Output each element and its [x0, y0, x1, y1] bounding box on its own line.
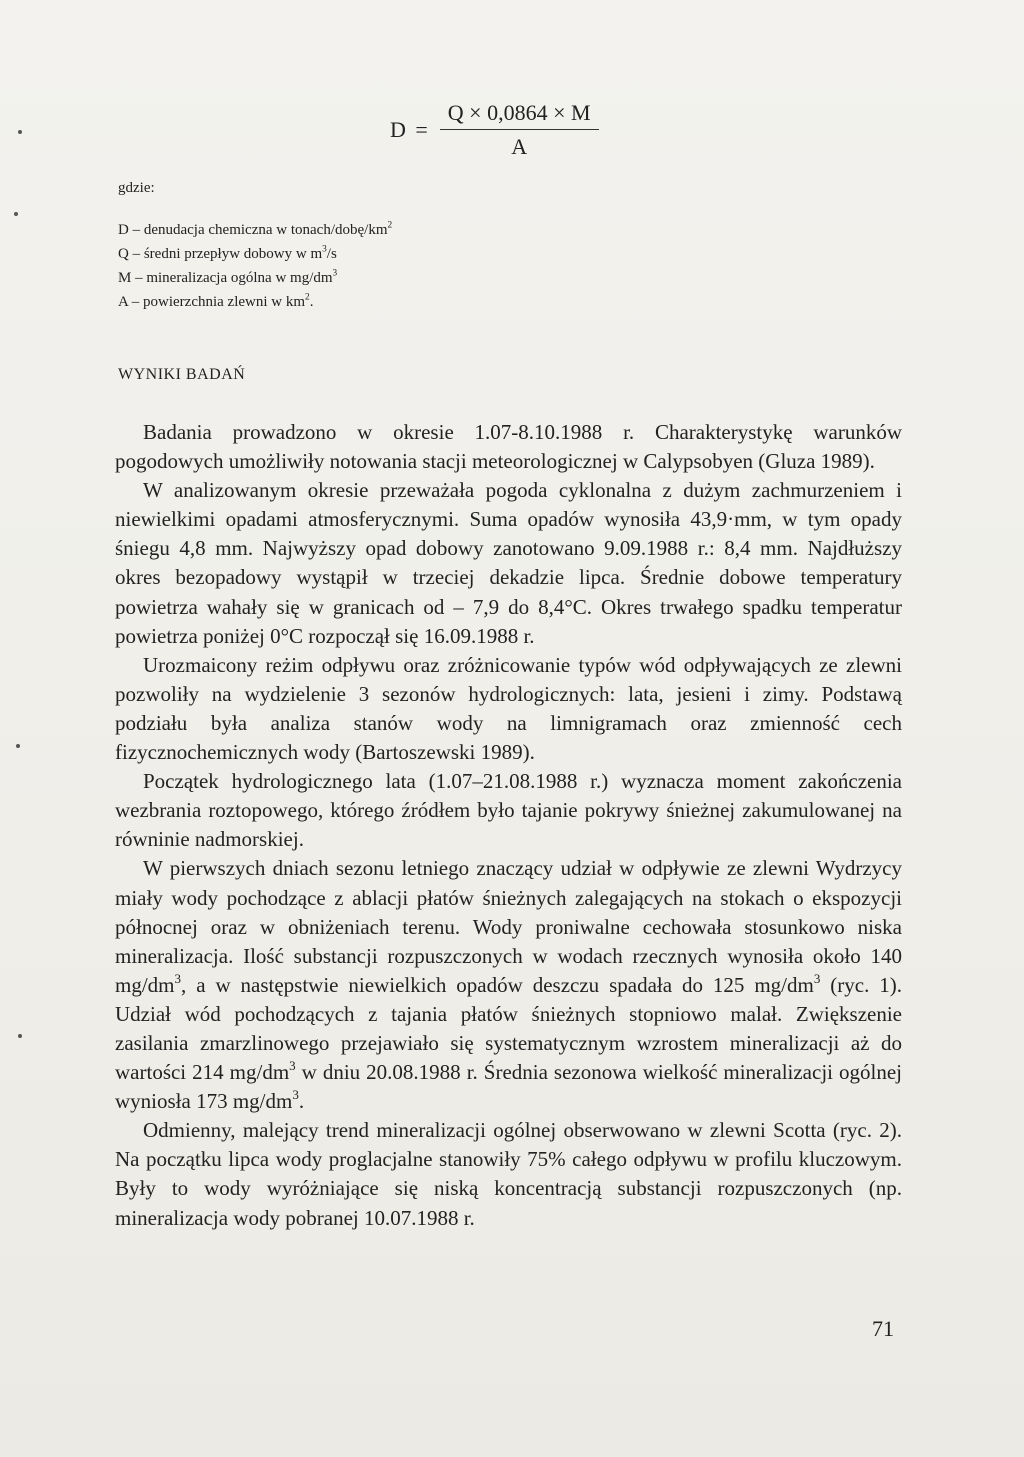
margin-speck — [18, 1034, 22, 1038]
paragraph-text: Odmienny, malejący trend mineralizacji ogólnej obserwowano w zlewni Scotta (ryc. 2). Na początku lipca wody proglacjalne stanowiły 75% całego odpływu w profilu kluczowym. Były to wody wyróżniające się niską koncentracją substancji rozpuszczonych (np. mineralizacja wody pobranej 10.07.1988 r. — [115, 1118, 902, 1230]
variable-definitions — [118, 218, 392, 314]
paragraph-text: , a w następstwie niewielkich opadów deszczu spadała do 125 mg/dm — [181, 972, 814, 997]
definition-superscript: 3 — [322, 244, 327, 255]
margin-speck — [16, 744, 20, 748]
formula-fraction — [440, 100, 599, 160]
paragraph-text: W analizowanym okresie przeważała pogoda cyklonalna z dużym zachmurzeniem i niewielkimi opadami atmosferycznymi. Suma opadów wynosiła 43,9·mm, w tym opady śniegu 4,8 mm. Najwyższy opad dobowy zanotowano 9.09.1988 r.: 8,4 mm. Najdłuższy okres bezopadowy wystąpił w trzeciej dekadzie lipca. Średnie dobowe temperatury powietrza wahały się w granicach od – 7,9 do 8,4°C. Okres trwałego spadku temperatur powietrza poniżej 0°C rozpoczął się 16.09.1988 r. — [115, 478, 902, 648]
paragraph — [115, 767, 902, 854]
paragraph-text: Początek hydrologicznego lata (1.07–21.08.1988 r.) wyznacza moment zakończenia wezbrania roztopowego, którego źródłem było tajanie pokrywy śnieżnej zakumulowanej na równinie nadmorskiej. — [115, 769, 902, 852]
paragraph — [115, 854, 902, 1116]
paragraph-text: Urozmaicony reżim odpływu oraz zróżnicowanie typów wód odpływających ze zlewni pozwoliły na wydzielenie 3 sezonów hydrologicznych: lata, jesieni i zimy. Podstawą podziału była analiza stanów wody na limnigramach oraz zmienność cech fizycznochemicznych wody (Bartoszewski 1989). — [115, 652, 902, 765]
definition-superscript: 3 — [332, 268, 338, 279]
definition-item — [118, 290, 392, 314]
definition-text: A – powierzchnia zlewni w km — [118, 294, 306, 310]
paragraph — [115, 651, 902, 767]
formula-denominator: A — [511, 134, 528, 159]
definition-suffix: . — [309, 294, 314, 310]
definition-item — [118, 242, 392, 266]
superscript: 3 — [292, 1087, 299, 1103]
paragraph-text: Badania prowadzono w okresie 1.07-8.10.1988 r. Charakterystykę warunków pogodowych umożliwiły notowania stacji meteorologicznej w Calypsobyen (Gluza 1989). — [115, 420, 902, 474]
margin-speck — [14, 212, 18, 216]
superscript: 3 — [174, 970, 182, 986]
section-heading: WYNIKI BADAŃ — [118, 366, 246, 383]
paragraph-text: w dniu 20.08.1988 r. Średnia sezonowa wielkość mineralizacji ogólnej wyniosła 173 mg/dm — [115, 1060, 902, 1114]
body-text — [115, 418, 902, 1233]
paragraph — [115, 418, 902, 476]
superscript: 3 — [289, 1057, 296, 1073]
paragraph-text: W pierwszych dniach sezonu letniego znaczący udział w odpływie ze zlewni Wydrzycy miały wody pochodzące z ablacji płatów śnieżnych zalegających na stokach o ekspozycji północnej oraz w obniżeniach terenu. Wody proniwalne cechowała stosunkowo niska mineralizacja. Ilość substancji rozpuszczonych w wodach rzecznych wynosiła około 140 mg/dm — [115, 856, 902, 997]
definition-superscript: 2 — [305, 292, 310, 303]
definition-superscript: 2 — [387, 220, 393, 231]
paragraph-text: . — [298, 1089, 305, 1114]
page-number: 71 — [872, 1316, 894, 1341]
definition-text: Q – średni przepływ dobowy w m — [118, 246, 323, 262]
formula-lhs: D = — [390, 117, 430, 142]
paragraph — [115, 1116, 902, 1232]
formula-numerator: Q × 0,0864 × M — [440, 100, 599, 130]
denudation-formula — [390, 100, 599, 160]
definition-item — [118, 266, 392, 290]
paragraph — [115, 476, 902, 651]
margin-speck — [18, 130, 22, 134]
definition-item — [118, 218, 392, 242]
definition-text: D – denudacja chemiczna w tonach/dobę/km — [118, 222, 388, 238]
superscript: 3 — [813, 970, 821, 986]
definition-text: M – mineralizacja ogólna w mg/dm — [118, 270, 333, 286]
definition-suffix: /s — [326, 246, 337, 262]
paragraph-text: (ryc. 1). Udział wód pochodzących z tajania płatów śnieżnych stopniowo malał. Zwiększenie zasilania zmarzlinowego przejawiało się systematycznym wzrostem mineralizacji aż do wartości 214 mg/dm — [115, 972, 903, 1085]
where-label: gdzie: — [118, 180, 155, 196]
